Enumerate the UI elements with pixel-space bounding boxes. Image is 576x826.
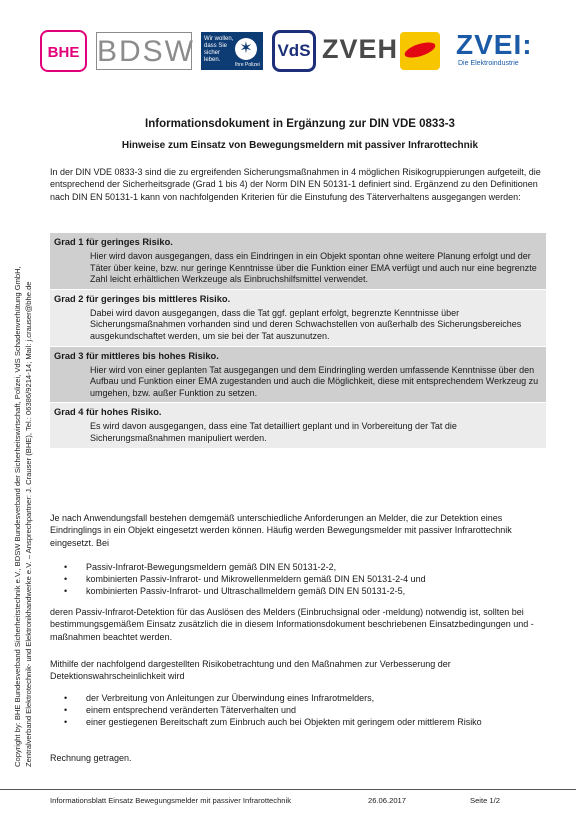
list-item [64, 704, 544, 716]
copyright-side-text [12, 187, 34, 767]
bullet-icon: • [64, 586, 68, 597]
polizei-slogan: Wir wollen, dass Sie sicher leben. [204, 36, 234, 63]
list-item [64, 585, 544, 597]
intro-paragraph: In der DIN VDE 0833-3 sind die zu ergreifenden Sicherungsmaßnahmen in 4 möglichen Risikogruppierungen aufgeteilt, die entsprechend der Sicherheitsgrade (Grad 1 bis 4) der Norm DIN EN 50131-1 definiert sind. Ergänzend zu den Definitionen nach DIN EN 50131-1 kann von nachfolgenden Kriterien für die Einstufung des Täterverhaltens ausgegangen werden: [50, 167, 541, 202]
zvei-name: ZVEI: [456, 29, 533, 60]
grade-title: Grad 1 für geringes Risiko. [54, 237, 173, 247]
polizei-label: Ihre Polizei [235, 62, 260, 68]
grade-1-box [50, 233, 546, 290]
list-item [64, 716, 544, 728]
list-item-text: einer gestiegenen Bereitschaft zum Einbruch auch bei Objekten mit geringem oder mittlerem Risiko [86, 717, 482, 728]
bullet-icon: • [64, 693, 68, 703]
footer-date: 26.06.2017 [368, 796, 407, 805]
grade-text: Dabei wird davon ausgegangen, dass die Tat ggf. geplant erfolgt, begrenzte Kenntnisse über Sicherungsmaßnahmen vorhanden sind und deren Schwachstellen von außerhalb des Sicherungsbereiches ausgekundschaftet werden, um sie bei der Tat auszunutzen. [90, 307, 522, 341]
zvei-subtitle: Die Elektroindustrie [458, 60, 519, 67]
paragraph-detectors: Je nach Anwendungsfall bestehen demgemäß unterschiedliche Anforderungen an Melder, die zur Detektion eines Eindringlings in ein Objekt eingesetzt werden können. Häufig werden Bewegungsmelder mit passiver Infrarottechnik eingesetzt. Bei [50, 513, 512, 548]
police-star-icon: ✶ [235, 38, 257, 60]
copyright-line-1: Copyright by: BHE Bundesverband Sicherheitstechnik e.V., BDSW Bundesverband der Sicherheitswirtschaft, Polizei, VdS Schadenverhütung GmbH, [13, 266, 22, 767]
paragraph-risk: Mithilfe der nachfolgend dargestellten Risikobetrachtung und den Maßnahmen zur Verbesserung der Detektionswahrscheinlichkeit wird [50, 659, 451, 682]
measures-list [64, 692, 544, 729]
grade-2-box [50, 290, 546, 347]
list-item-text: Passiv-Infrarot-Bewegungsmeldern gemäß DIN EN 50131-2-2, [86, 562, 337, 572]
grade-text: Es wird davon ausgegangen, dass eine Tat detailliert geplant und in Vorbereitung der Tat die Sicherungsmaßnahmen manipuliert werden. [90, 421, 457, 443]
list-item [64, 561, 544, 573]
document-title: Informationsdokument in Ergänzung zur DIN VDE 0833-3 [145, 118, 455, 130]
logo-bar [40, 30, 540, 76]
list-item-text: kombinierten Passiv-Infrarot- und Ultraschallmeldern gemäß DIN EN 50131-2-5, [86, 586, 406, 597]
zveh-emblem-icon [400, 32, 440, 70]
grade-3-box [50, 347, 546, 404]
grade-4-box [50, 403, 546, 448]
bullet-icon: • [64, 574, 68, 585]
footer-title: Informationsblatt Einsatz Bewegungsmelder mit passiver Infrarottechnik [50, 796, 292, 805]
detector-list [64, 561, 544, 598]
paragraph-conditions: deren Passiv-Infrarot-Detektion für das Auslösen des Melders (Einbruchsignal oder -meldung) notwendig ist, sollten bei bestimmungsgemäßem Einsatz zusätzlich die in diesem Informationsdokument beschriebenen Einsatzbedingungen und -maßnahmen beachtet werden. [50, 607, 534, 642]
paragraph-closing: Rechnung getragen. [50, 753, 132, 763]
copyright-line-2: Zentralverband Elektrotechnik- und Elektronikhandwerke e.V. – Ansprechpartner: J. Crauser (BHE), Tel.: 06386/9214-14; Mail: j.crauser@bhe.de [24, 281, 33, 767]
list-item-text: kombinierten Passiv-Infrarot- und Mikrowellenmeldern gemäß DIN EN 50131-2-4 und [86, 574, 426, 585]
bhe-logo: BHE [40, 30, 87, 72]
bullet-icon: • [64, 717, 68, 728]
bdsw-logo: BDSW [96, 32, 192, 70]
list-item [64, 573, 544, 585]
list-item [64, 692, 544, 704]
list-item-text: der Verbreitung von Anleitungen zur Überwindung eines Infrarotmelders, [86, 693, 375, 703]
grade-title: Grad 3 für mittleres bis hohes Risiko. [54, 350, 219, 361]
polizei-logo [201, 32, 263, 70]
zvei-logo [456, 30, 540, 67]
vds-logo: VdS [272, 30, 316, 72]
zveh-logo: ZVEH [322, 34, 399, 64]
grade-text: Hier wird davon ausgegangen, dass ein Eindringen in ein Objekt spontan ohne weitere Planung erfolgt und der Täter über keine, bzw. nur geringe Kenntnisse über die Funktion einer EMA verfügt und auch nur eine begrenzte Zahl leicht erhältlichen Werkzeuge als Einbruchshilfsmittel verwendet. [90, 251, 537, 285]
grade-text: Hier wird von einer geplanten Tat ausgegangen und dem Eindringling werden umfassende Kenntnisse über den Aufbau und Funktion einer EMA zugestanden und auch die Möglichkeit, diese mit entsprechendem Werkzeug zu umgehen, bzw. außer Funktion zu setzen. [90, 364, 539, 398]
footer-divider [0, 789, 576, 790]
bullet-icon: • [64, 562, 68, 572]
risk-grades [50, 233, 546, 449]
footer-page: Seite 1/2 [470, 796, 500, 805]
list-item-text: einem entsprechend veränderten Täterverhalten und [86, 705, 296, 716]
bullet-icon: • [64, 705, 68, 716]
grade-title: Grad 2 für geringes bis mittleres Risiko. [54, 293, 231, 304]
document-subtitle: Hinweise zum Einsatz von Bewegungsmeldern mit passiver Infrarottechnik [121, 140, 479, 151]
grade-title: Grad 4 für hohes Risiko. [54, 407, 162, 418]
